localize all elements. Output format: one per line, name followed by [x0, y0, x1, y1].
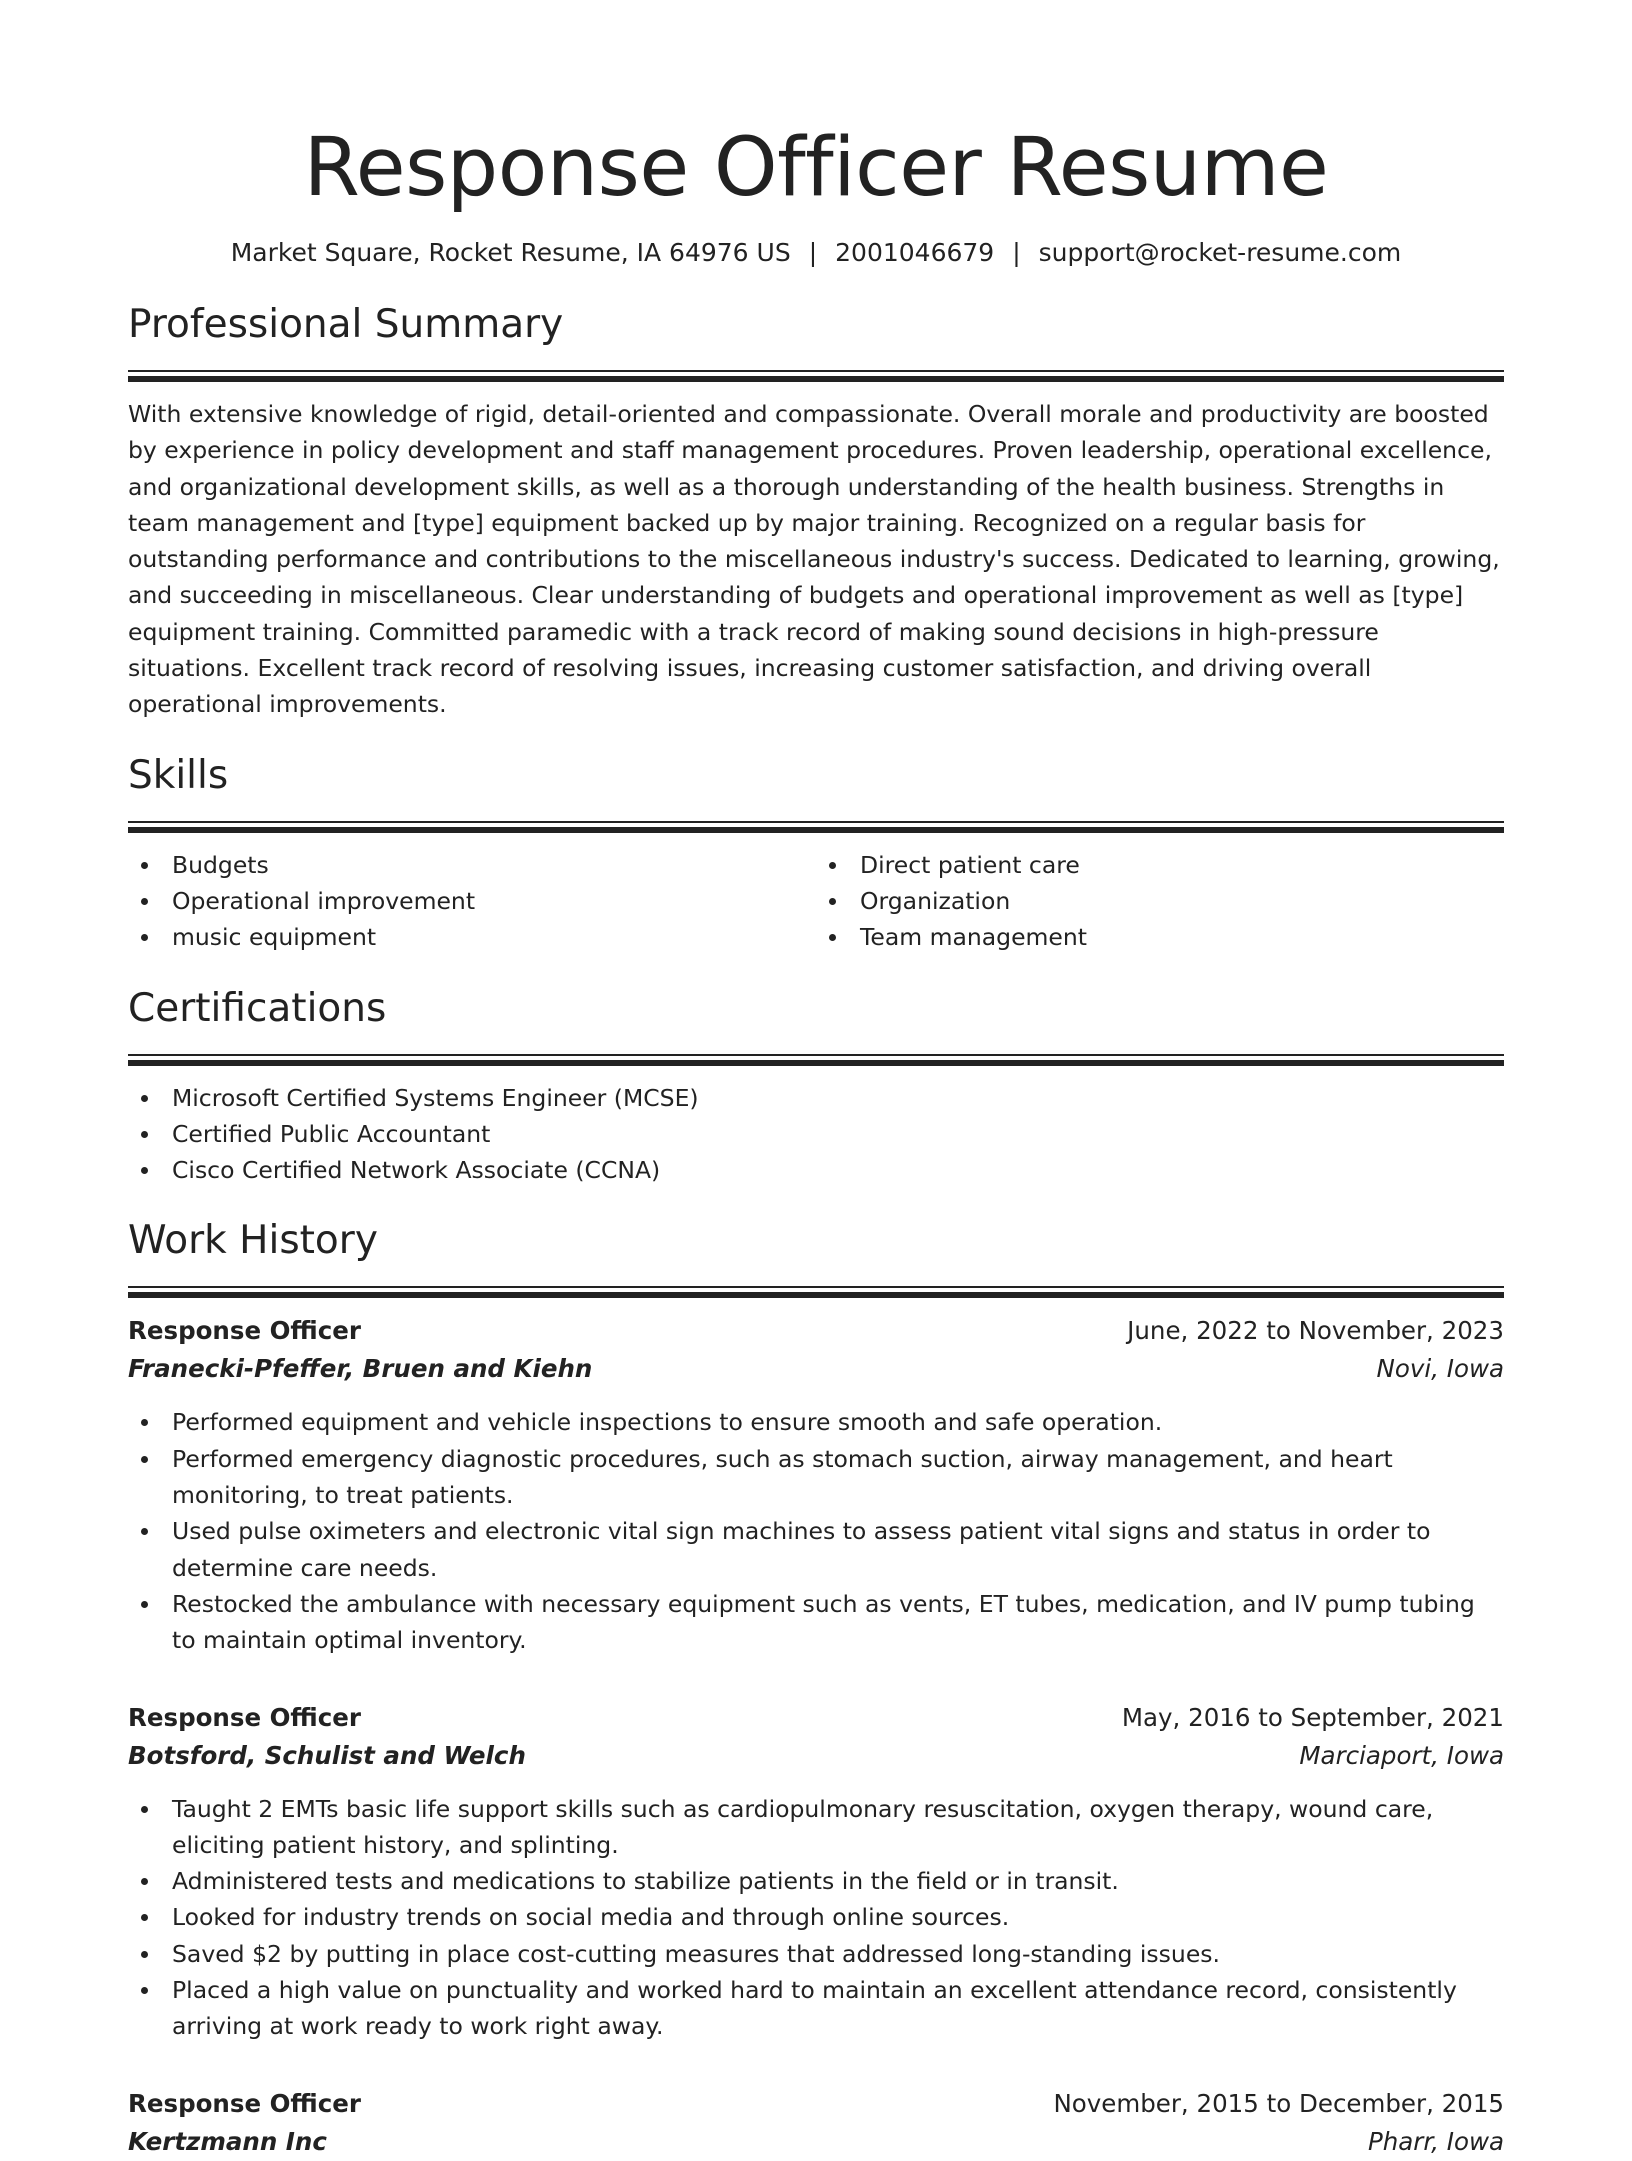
contact-separator: |	[808, 238, 818, 267]
job-dates: May, 2016 to September, 2021	[1121, 1702, 1504, 1732]
skill-item: Direct patient care	[816, 847, 1504, 883]
skills-section	[128, 753, 1504, 956]
certification-item: Cisco Certified Network Associate (CCNA)	[128, 1152, 1504, 1188]
job-duty-item: Placed a high value on punctuality and worked hard to maintain an excellent attendance record, consistently arriving at work ready to work right away.	[128, 1972, 1504, 2045]
job-duty-item: Performed equipment and vehicle inspections to ensure smooth and safe operation.	[128, 1404, 1504, 1440]
certification-item: Certified Public Accountant	[128, 1116, 1504, 1152]
contact-email[interactable]: support@rocket-resume.com	[1038, 238, 1402, 267]
section-heading: Skills	[128, 752, 229, 798]
job-title: Response Officer	[128, 2088, 361, 2118]
section-divider	[128, 1054, 1504, 1066]
skills-right-list	[816, 847, 1504, 956]
skill-item: Team management	[816, 919, 1504, 955]
job-company-row	[128, 2123, 1504, 2161]
contact-address: Market Square, Rocket Resume, IA 64976 US	[230, 238, 791, 267]
resume-title: Response Officer Resume	[303, 121, 1329, 215]
job-company-row	[128, 1350, 1504, 1388]
summary-section	[128, 302, 1504, 723]
job-company-row	[128, 1737, 1504, 1775]
job-duties-list	[128, 1404, 1504, 1658]
job-location: Pharr, Iowa	[1367, 2126, 1504, 2156]
skill-item: Organization	[816, 883, 1504, 919]
job-location: Novi, Iowa	[1376, 1354, 1504, 1384]
summary-text: With extensive knowledge of rigid, detail-oriented and compassionate. Overall morale and productivity are boosted by experience in policy development and staff management procedures. Proven leadership, operational excellence, and organizational development skills, as well as a thorough understanding of the health business. Strengths in team management and [type] equipment backed up by major training. Recognized on a regular basis for outstanding performance and contributions to the miscellaneous industry's success. Dedicated to learning, growing, and succeeding in miscellaneous. Clear understanding of budgets and operational improvement as well as [type] equipment training. Committed paramedic with a track record of making sound decisions in high-pressure situations. Excellent track record of resolving issues, increasing customer satisfaction, and driving overall operational improvements.	[128, 400, 1500, 719]
job-duty-item: Restocked the ambulance with necessary equipment such as vents, ET tubes, medication, and IV pump tubing to maintain optimal inventory.	[128, 1586, 1504, 1659]
job-header-row	[128, 1312, 1504, 1350]
job-company: Botsford, Schulist and Welch	[128, 1740, 526, 1770]
job-title: Response Officer	[128, 1316, 361, 1346]
skill-item: music equipment	[128, 919, 816, 955]
job-entry	[128, 2085, 1504, 2161]
job-duty-item: Performed emergency diagnostic procedures, such as stomach suction, airway management, and heart monitoring, to treat patients.	[128, 1441, 1504, 1514]
job-dates: June, 2022 to November, 2023	[1127, 1316, 1504, 1346]
contact-separator: |	[1012, 238, 1021, 267]
job-header-row	[128, 1699, 1504, 1737]
work-history-section	[128, 1218, 1504, 2160]
skill-item: Budgets	[128, 847, 816, 883]
job-duty-item: Taught 2 EMTs basic life support skills such as cardiopulmonary resuscitation, oxygen therapy, wound care, eliciting patient history, and splinting.	[128, 1791, 1504, 1864]
job-location: Marciaport, Iowa	[1299, 1740, 1504, 1770]
section-divider	[128, 821, 1504, 833]
skills-grid	[128, 847, 1504, 956]
skill-item: Operational improvement	[128, 883, 816, 919]
job-title: Response Officer	[128, 1702, 361, 1732]
section-divider	[128, 370, 1504, 382]
section-heading: Work History	[128, 1218, 378, 1264]
certification-item: Microsoft Certified Systems Engineer (MCSE)	[128, 1080, 1504, 1116]
job-dates: November, 2015 to December, 2015	[1053, 2088, 1504, 2118]
job-duty-item: Administered tests and medications to stabilize patients in the field or in transit.	[128, 1863, 1504, 1899]
job-duty-item: Saved $2 by putting in place cost-cutting measures that addressed long-standing issues.	[128, 1936, 1504, 1972]
job-entry	[128, 1699, 1504, 2045]
section-heading: Certifications	[128, 985, 387, 1031]
contact-phone: 2001046679	[835, 238, 995, 267]
job-duties-list	[128, 1791, 1504, 2045]
job-duty-item: Used pulse oximeters and electronic vital sign machines to assess patient vital signs and status in order to determine care needs.	[128, 1513, 1504, 1586]
job-header-row	[128, 2085, 1504, 2123]
certifications-section	[128, 986, 1504, 1189]
job-company: Kertzmann Inc	[128, 2126, 327, 2156]
job-company: Franecki-Pfeffer, Bruen and Kiehn	[128, 1354, 593, 1384]
certifications-list	[128, 1080, 1504, 1189]
contact-line	[128, 236, 1504, 270]
job-entry	[128, 1312, 1504, 1658]
section-divider	[128, 1286, 1504, 1298]
job-duty-item: Looked for industry trends on social media and through online sources.	[128, 1899, 1504, 1935]
resume-page	[128, 118, 1504, 2161]
skills-left-list	[128, 847, 816, 956]
section-heading: Professional Summary	[128, 302, 564, 347]
